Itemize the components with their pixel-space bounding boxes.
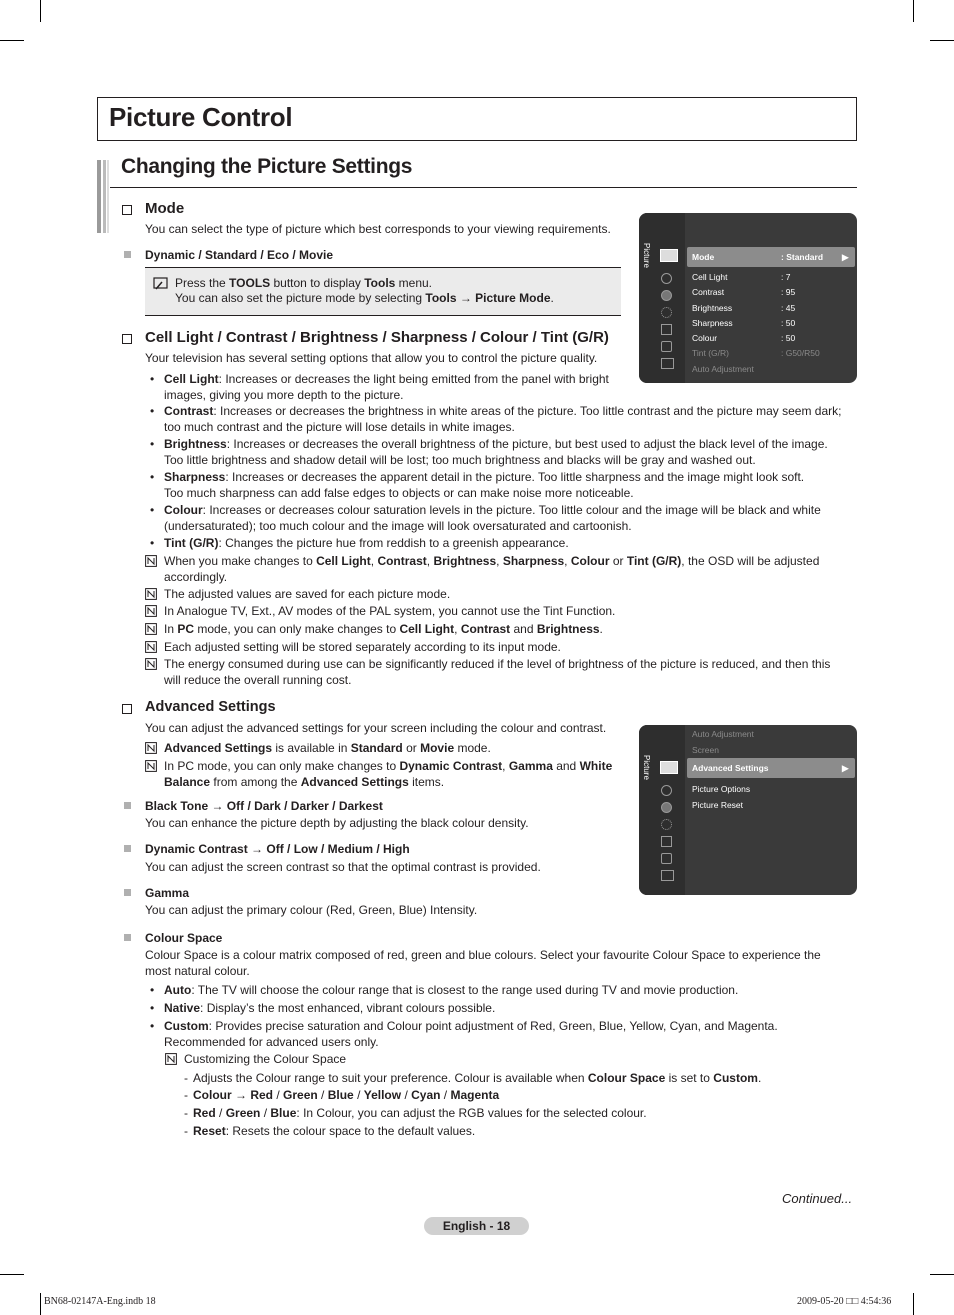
sound-tab-icon [661, 785, 672, 796]
osd-row: Colour : 50 [692, 333, 796, 343]
crop-mark [40, 0, 41, 22]
crop-mark [0, 40, 24, 41]
bullet-dot: • [150, 536, 155, 550]
cs-auto: Auto: The TV will choose the colour range that is closest to the range used during TV and movie production. [164, 983, 739, 997]
bullet-dot: • [150, 470, 155, 484]
note-icon [165, 1053, 177, 1065]
bullet-contrast: Contrast: Increases or decreases the brightness in white areas of the picture. Too little contrast and the picture may seem dark; too much contrast and the picture will lose details in white images. [164, 404, 842, 434]
osd-row: Picture Reset [692, 800, 744, 810]
bullet-colour: Colour: Increases or decreases colour saturation levels in the picture. Too little colour and the image will be black and white (undersaturated); too much colour and the image will look oversaturated and cartoonish. [164, 503, 821, 533]
cs-detail-1: Adjusts the Colour range to suit your preference. Colour is available when Colour Space is set to Custom. [193, 1071, 762, 1085]
cs-detail-4: Reset: Resets the colour space to the default values. [193, 1124, 476, 1138]
dash: - [184, 1071, 188, 1085]
cs-note: Customizing the Colour Space [184, 1052, 347, 1066]
osd-row: Sharpness : 50 [692, 318, 796, 328]
osd-row: Tint (G/R) : G50/R50 [692, 348, 820, 358]
bullet-dot: • [150, 372, 155, 386]
note-icon [145, 555, 157, 567]
gamma-desc: You can adjust the primary colour (Red, Green, Blue) Intensity. [145, 903, 478, 917]
crop-mark [930, 40, 954, 41]
osd-row: Auto Adjustment [692, 729, 754, 739]
gamma-title: Gamma [145, 886, 190, 900]
advanced-heading: Advanced Settings [145, 699, 276, 715]
checkbox-bullet-icon [122, 334, 132, 344]
bullet-dot: • [150, 1001, 155, 1015]
setup-tab-icon [661, 819, 672, 830]
bullet-cell-light: Cell Light: Increases or decreases the light being emitted from the panel with bright images, giving you more depth to the picture. [164, 372, 609, 402]
channel-tab-icon [661, 802, 672, 813]
note-pc-mode: In PC mode, you can only make changes to Cell Light, Contrast and Brightness. [164, 622, 603, 636]
square-bullet-icon [124, 845, 131, 852]
cs-detail-2: Colour → Red / Green / Blue / Yellow / Cyan / Magenta [193, 1088, 500, 1102]
tools-icon [153, 277, 169, 291]
picture-tab-icon [660, 761, 678, 774]
page-title: Picture Control [109, 102, 293, 132]
dash: - [184, 1106, 188, 1120]
square-bullet-icon [124, 934, 131, 941]
colour-space-desc: Colour Space is a colour matrix composed of red, green and blue colours. Select your favourite Colour Space to experience the most natural colour. [145, 948, 821, 978]
osd-tab-label: Picture [642, 755, 651, 780]
advanced-desc: You can adjust the advanced settings for your screen including the colour and contrast. [145, 721, 607, 735]
tip-line-2: You can also set the picture mode by selecting Tools → Picture Mode. [175, 291, 554, 305]
tip-box [145, 267, 621, 316]
colour-space-title: Colour Space [145, 931, 223, 945]
note-pc-advanced: In PC mode, you can only make changes to Dynamic Contrast, Gamma and White Balance from among the Advanced Settings items. [164, 759, 613, 789]
bullet-tint: Tint (G/R): Changes the picture hue from reddish to a greenish appearance. [164, 536, 569, 550]
note-saved: The adjusted values are saved for each picture mode. [164, 587, 451, 601]
checkbox-bullet-icon [122, 205, 132, 215]
tip-line-1: Press the TOOLS button to display Tools menu. [175, 276, 433, 290]
section-bar [103, 160, 106, 233]
osd-picture-menu [639, 213, 857, 383]
cs-detail-3: Red / Green / Blue: In Colour, you can adjust the RGB values for the selected colour. [193, 1106, 647, 1120]
bullet-sharpness: Sharpness: Increases or decreases the apparent detail in the picture. Too little sharpness and the image might look soft. Too much sharpness can add false edges to objects or can make noise more noticeable. [164, 470, 805, 500]
mode-heading: Mode [145, 200, 185, 217]
mode-desc: You can select the type of picture which best corresponds to your viewing requirements. [145, 222, 611, 236]
input-tab-icon [661, 324, 672, 335]
crop-mark [913, 1293, 914, 1315]
note-icon [145, 760, 157, 772]
dash: - [184, 1124, 188, 1138]
osd-row: Cell Light : 7 [692, 272, 791, 282]
note-tint: In Analogue TV, Ext., AV modes of the PAL system, you cannot use the Tint Function. [164, 604, 616, 618]
checkbox-bullet-icon [122, 704, 132, 714]
square-bullet-icon [124, 889, 131, 896]
continued-label: Continued... [782, 1191, 853, 1206]
bullet-dot: • [150, 1019, 155, 1033]
page-title-box [97, 97, 857, 141]
picture-tab-icon [660, 249, 678, 262]
sound-tab-icon [661, 273, 672, 284]
osd-row: Auto Adjustment [692, 364, 754, 374]
support-tab-icon [661, 870, 674, 881]
osd-row-mode: Mode : Standard ▶ [687, 247, 855, 267]
osd-advanced-menu [639, 725, 857, 895]
square-bullet-icon [124, 251, 131, 258]
crop-mark [930, 1274, 954, 1275]
slug-right: 2009-05-20 □□ 4:54:36 [797, 1296, 892, 1307]
note-icon [145, 658, 157, 670]
mode-options: Dynamic / Standard / Eco / Movie [145, 248, 334, 262]
note-stored: Each adjusted setting will be stored separately according to its input mode. [164, 640, 561, 654]
osd-row: Contrast : 95 [692, 287, 796, 297]
bullet-dot: • [150, 437, 155, 451]
crop-mark [913, 0, 914, 22]
application-tab-icon [661, 853, 672, 864]
note-energy: The energy consumed during use can be significantly reduced if the level of brightness of the picture is reduced, and then this will reduce the overall running cost. [164, 657, 831, 687]
square-bullet-icon [124, 802, 131, 809]
note-icon [145, 588, 157, 600]
osd-row: Picture Options [692, 784, 751, 794]
slug-left: BN68-02147A-Eng.indb 18 [44, 1296, 156, 1307]
page-number: English - 18 [424, 1217, 529, 1235]
bullet-brightness: Brightness: Increases or decreases the overall brightness of the picture, but best used to adjust the black level of the image. Too little brightness and shadow detail will be lost; too much brightness and blacks will be gray and washed out. [164, 437, 828, 467]
osd-row-advanced: Advanced Settings ▶ [687, 758, 855, 778]
note-icon [145, 605, 157, 617]
black-tone-title: Black Tone → Off / Dark / Darker / Darkest [145, 799, 383, 813]
section-bar [107, 160, 109, 233]
dash: - [184, 1088, 188, 1102]
dynamic-contrast-title: Dynamic Contrast → Off / Low / Medium / High [145, 842, 410, 856]
crop-mark [40, 1293, 41, 1315]
bullet-dot: • [150, 404, 155, 418]
cs-native: Native: Display’s the most enhanced, vibrant colours possible. [164, 1001, 496, 1015]
note-availability: Advanced Settings is available in Standard or Movie mode. [164, 741, 491, 755]
note-icon [145, 641, 157, 653]
note-icon [145, 742, 157, 754]
bullet-dot: • [150, 503, 155, 517]
osd-row: Brightness : 45 [692, 303, 796, 313]
osd-tab-label: Picture [642, 243, 651, 268]
note-icon [145, 623, 157, 635]
section-rule [110, 187, 857, 188]
cell-desc: Your television has several setting options that allow you to control the picture quality. [145, 351, 598, 365]
dynamic-contrast-desc: You can adjust the screen contrast so that the optimal contrast is provided. [145, 860, 541, 874]
note-osd: When you make changes to Cell Light, Contrast, Brightness, Sharpness, Colour or Tint (G/R), the OSD will be adjusted accordingly. [164, 554, 820, 584]
section-bar [97, 160, 101, 233]
input-tab-icon [661, 836, 672, 847]
bullet-dot: • [150, 983, 155, 997]
osd-row: Screen [692, 745, 719, 755]
section-title: Changing the Picture Settings [121, 155, 413, 178]
black-tone-desc: You can enhance the picture depth by adjusting the black colour density. [145, 816, 529, 830]
support-tab-icon [661, 358, 674, 369]
setup-tab-icon [661, 307, 672, 318]
channel-tab-icon [661, 290, 672, 301]
crop-mark [0, 1274, 24, 1275]
cell-heading: Cell Light / Contrast / Brightness / Sharpness / Colour / Tint (G/R) [145, 329, 609, 346]
cs-custom: Custom: Provides precise saturation and Colour point adjustment of Red, Green, Blue, Yellow, Cyan, and Magenta. Recommended for advanced users only. [164, 1019, 778, 1049]
application-tab-icon [661, 341, 672, 352]
